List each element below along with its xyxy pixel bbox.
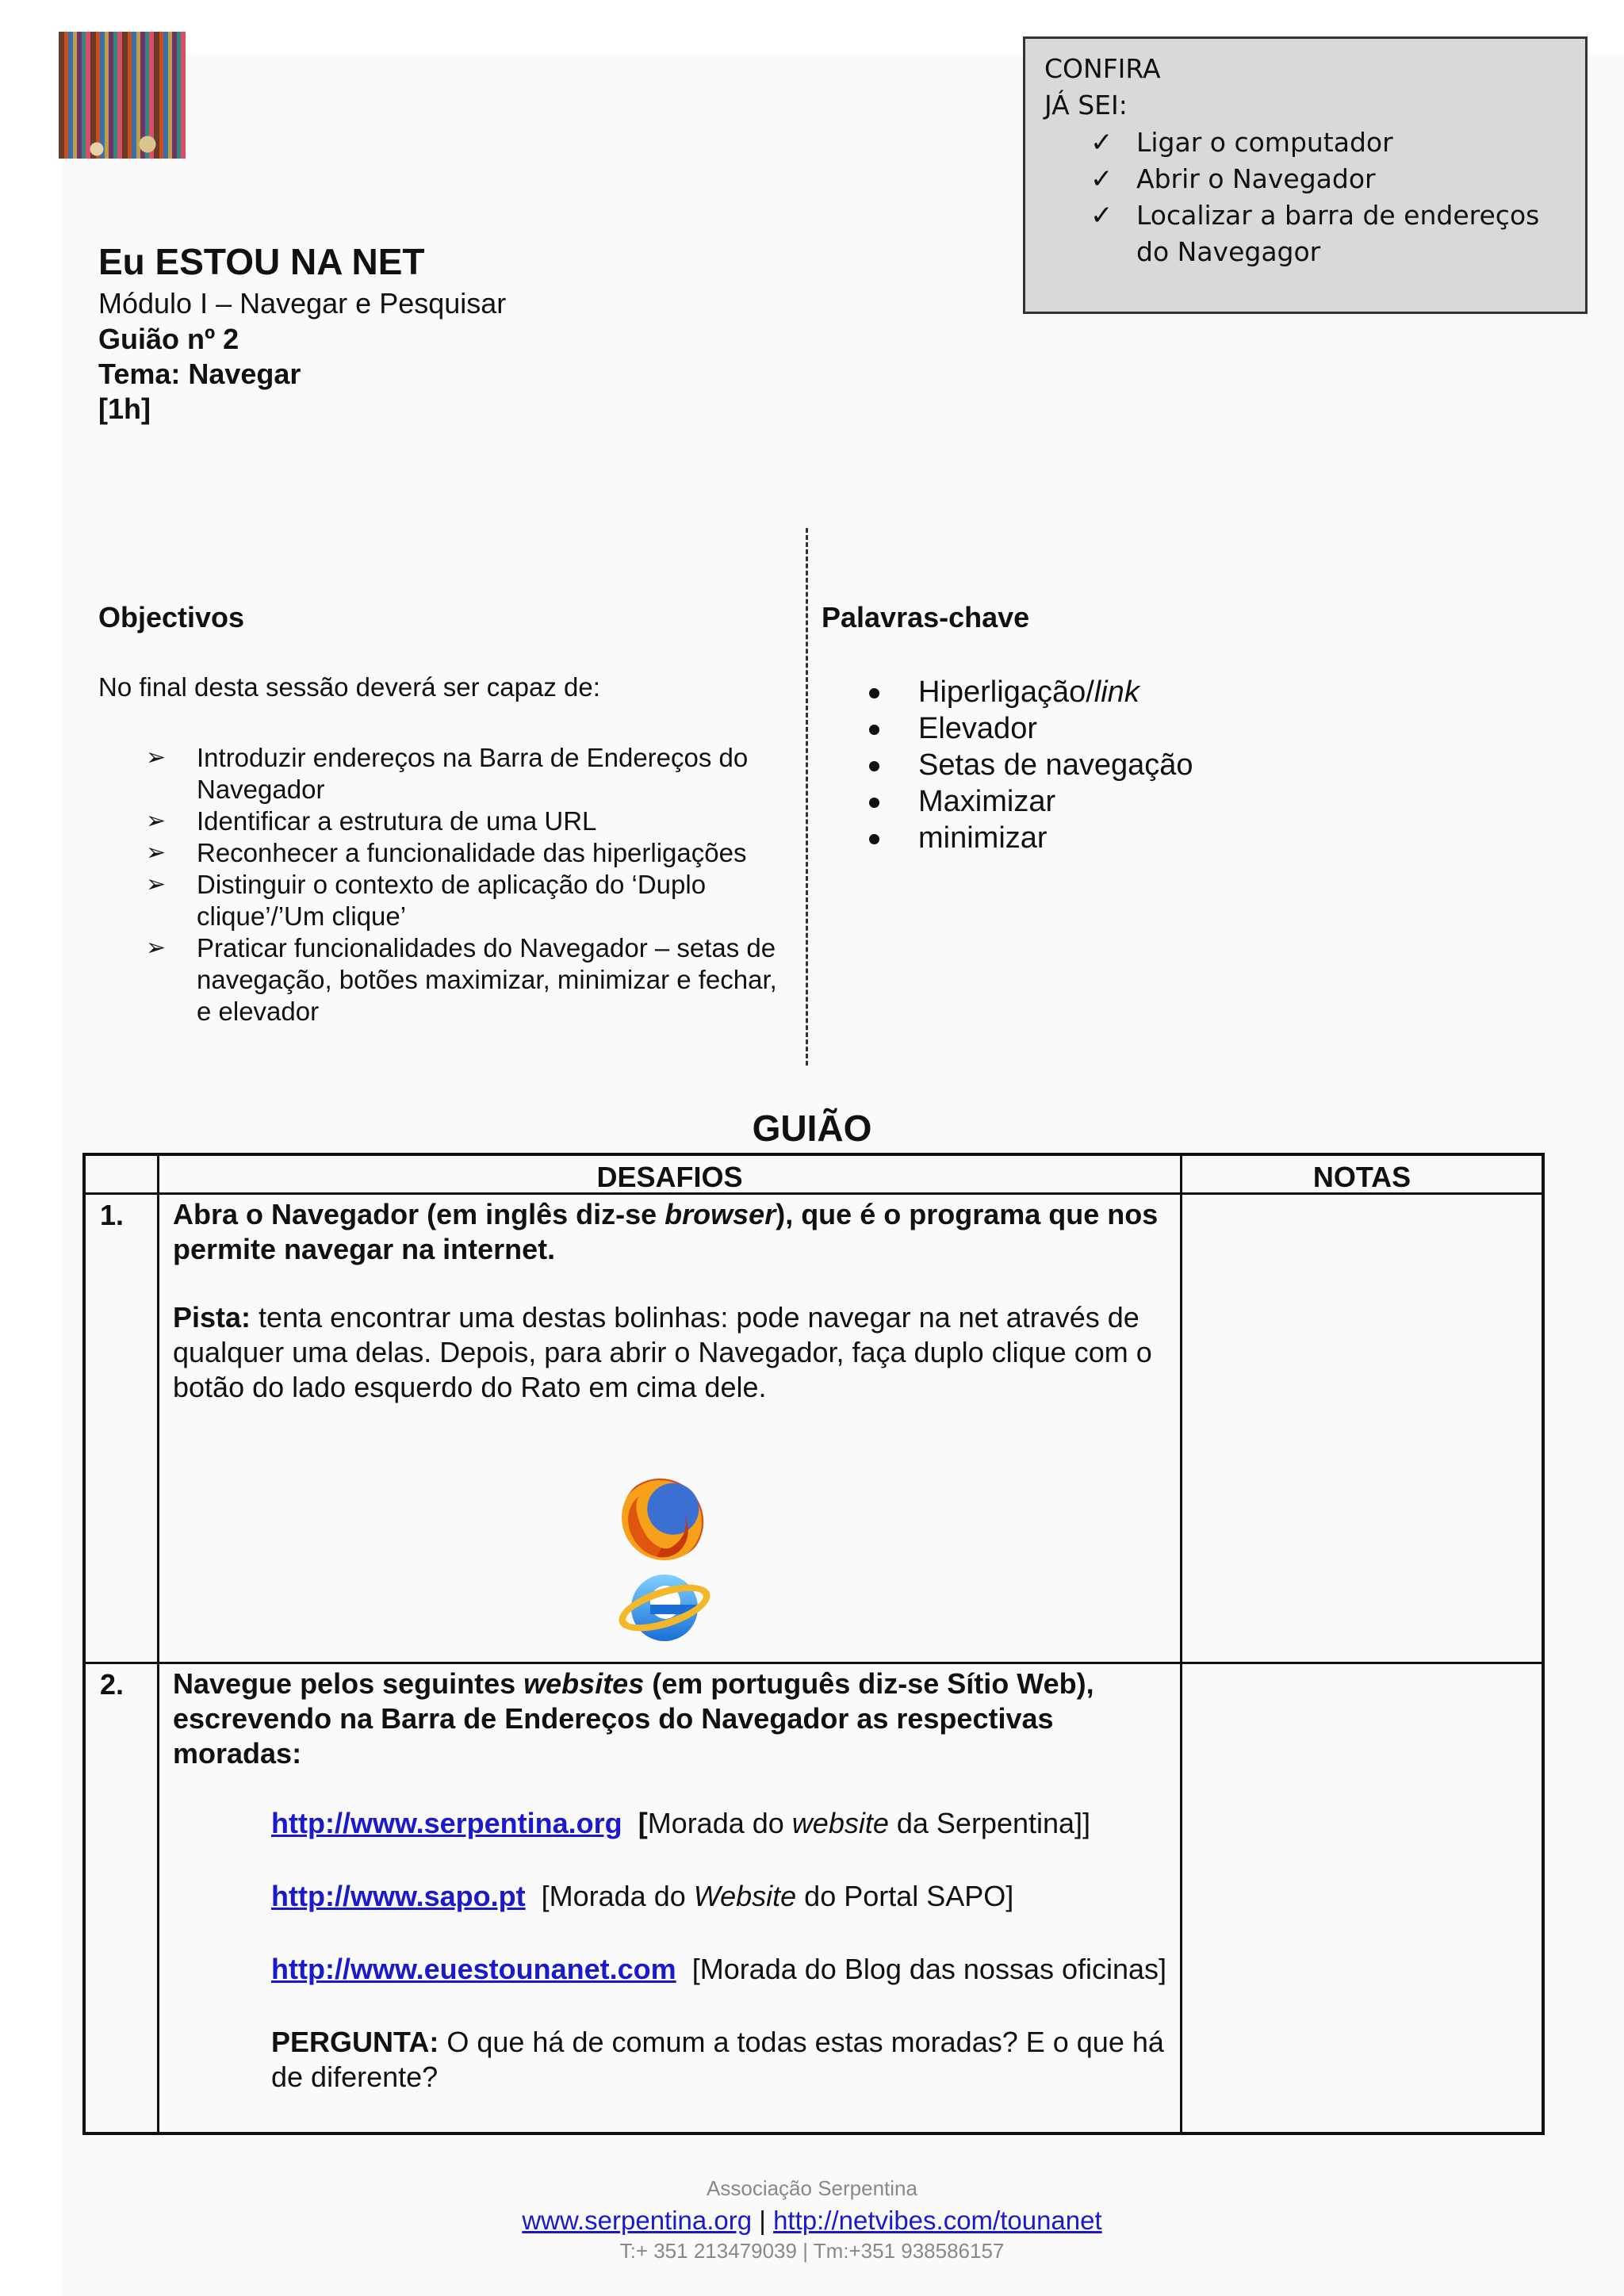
guiao-table bbox=[82, 1153, 1545, 2135]
objective-text: Identificar a estrutura de uma URL bbox=[197, 806, 597, 836]
footer-separator: | bbox=[752, 2206, 774, 2235]
logo-detail bbox=[59, 135, 186, 159]
footer-org: Associação Serpentina bbox=[707, 2176, 917, 2200]
address-note: do Portal SAPO] bbox=[796, 1880, 1014, 1912]
table-col-line bbox=[1180, 1156, 1182, 2132]
arrow-bullet-icon: ➢ bbox=[146, 935, 167, 961]
bullet-icon bbox=[869, 798, 879, 808]
guiao-title: GUIÃO bbox=[752, 1108, 872, 1149]
column-divider bbox=[806, 528, 808, 1066]
objective-text: Reconhecer a funcionalidade das hiperligações bbox=[197, 838, 747, 867]
keywords-list bbox=[869, 674, 1193, 856]
footer-link-serpentina[interactable]: www.serpentina.org bbox=[522, 2206, 753, 2235]
address-line bbox=[173, 1879, 1172, 1914]
column-header-notas: NOTAS bbox=[1312, 1161, 1411, 1193]
bullet-icon bbox=[869, 688, 879, 698]
challenge-1-question bbox=[173, 1197, 1172, 1267]
address-note: [ bbox=[638, 1807, 648, 1839]
address-note: da Serpentina]] bbox=[888, 1807, 1091, 1839]
firefox-icon bbox=[622, 1475, 707, 1560]
duration-label: [1h] bbox=[98, 392, 151, 425]
keyword-text: Setas de navegação bbox=[918, 748, 1193, 782]
arrow-bullet-icon: ➢ bbox=[146, 744, 167, 771]
footer-contacts: T:+ 351 213479039 | Tm:+351 938586157 bbox=[619, 2239, 1005, 2263]
challenge-2-question bbox=[173, 1667, 1172, 1771]
serpentina-link[interactable]: http://www.serpentina.org bbox=[271, 1807, 622, 1839]
confira-item bbox=[1090, 197, 1566, 270]
objectives-list bbox=[146, 742, 780, 1027]
question-text: Navegue pelos seguintes bbox=[173, 1667, 524, 1700]
checkmark-icon: ✓ bbox=[1090, 200, 1113, 232]
challenge-2 bbox=[173, 1667, 1172, 2095]
address-note: [Morada do Blog das nossas oficinas] bbox=[691, 1953, 1167, 1985]
question-text: Abra o Navegador (em inglês diz-se bbox=[173, 1198, 665, 1230]
theme-label: Tema: Navegar bbox=[98, 358, 301, 390]
arrow-bullet-icon: ➢ bbox=[146, 871, 167, 897]
objectives-title: Objectivos bbox=[98, 601, 245, 633]
column-header-desafios: DESAFIOS bbox=[596, 1161, 743, 1193]
footer-link-netvibes[interactable]: http://netvibes.com/tounanet bbox=[773, 2206, 1102, 2235]
row-number: 2. bbox=[100, 1668, 124, 1701]
ja-sei-label: JÁ SEI: bbox=[1044, 90, 1128, 121]
confira-item-text: Ligar o computador bbox=[1136, 127, 1393, 158]
keyword-item bbox=[869, 820, 1193, 856]
arrow-bullet-icon: ➢ bbox=[146, 808, 167, 834]
document-header bbox=[98, 238, 506, 427]
challenge-1 bbox=[173, 1197, 1172, 1405]
address-line bbox=[173, 1952, 1172, 1987]
footer-links bbox=[0, 2206, 1624, 2236]
address-note: [Morada do bbox=[541, 1880, 694, 1912]
confira-label: CONFIRA bbox=[1044, 53, 1161, 84]
euestounanet-link[interactable]: http://www.euestounanet.com bbox=[271, 1953, 676, 1985]
objective-item bbox=[146, 869, 780, 932]
keyword-text: Hiperligação/ bbox=[918, 675, 1094, 709]
objectives-intro: No final desta sessão deverá ser capaz de: bbox=[98, 672, 600, 702]
confira-item-text: Localizar a barra de endereços do Navegagor bbox=[1136, 200, 1540, 267]
objective-item bbox=[146, 806, 780, 837]
bullet-icon bbox=[869, 761, 879, 771]
question-italic: browser bbox=[665, 1198, 776, 1230]
keyword-item bbox=[869, 674, 1193, 710]
table-col-line bbox=[157, 1156, 159, 2132]
keyword-text: minimizar bbox=[918, 821, 1048, 855]
keyword-item bbox=[869, 783, 1193, 820]
arrow-bullet-icon: ➢ bbox=[146, 840, 167, 866]
keyword-text-italic: link bbox=[1094, 675, 1139, 709]
confira-box bbox=[1023, 36, 1588, 314]
confira-item bbox=[1090, 124, 1566, 161]
row-number: 1. bbox=[100, 1199, 124, 1231]
confira-item bbox=[1090, 161, 1566, 197]
hint-label: Pista: bbox=[173, 1301, 251, 1334]
bullet-icon bbox=[869, 834, 879, 844]
challenge-1-hint bbox=[173, 1300, 1172, 1405]
keywords-title: Palavras-chave bbox=[822, 601, 1030, 633]
bullet-icon bbox=[869, 725, 879, 735]
objective-text: Distinguir o contexto de aplicação do ‘Duplo clique’/’Um clique’ bbox=[197, 870, 707, 931]
table-row-line bbox=[86, 1662, 1542, 1664]
confira-item-text: Abrir o Navegador bbox=[1136, 163, 1376, 194]
question-line bbox=[173, 2025, 1172, 2095]
guide-number: Guião nº 2 bbox=[98, 323, 239, 355]
checkmark-icon: ✓ bbox=[1090, 163, 1113, 195]
internet-explorer-icon bbox=[617, 1570, 712, 1665]
address-note-italic: website bbox=[791, 1807, 889, 1839]
question-label: PERGUNTA: bbox=[271, 2026, 439, 2058]
keyword-item bbox=[869, 747, 1193, 783]
hint-text: tenta encontrar uma destas bolinhas: pode navegar na net através de qualquer uma delas. Depois, para abrir o Navegador, faça duplo clique com o botão do lado esquerdo do Rato em cima dele. bbox=[173, 1301, 1152, 1403]
page-footer bbox=[0, 2176, 1624, 2263]
question-text: (em português diz-se Sítio Web), escrevendo na Barra de Endereços do Navegador as respectivas moradas: bbox=[173, 1667, 1094, 1770]
checkmark-icon: ✓ bbox=[1090, 127, 1113, 159]
module-label: Módulo I – Navegar e Pesquisar bbox=[98, 287, 507, 320]
address-line bbox=[173, 1806, 1172, 1841]
document-title: Eu ESTOU NA NET bbox=[98, 241, 425, 282]
confira-list bbox=[1090, 124, 1566, 270]
sapo-link[interactable]: http://www.sapo.pt bbox=[271, 1880, 526, 1912]
question-text: ), que é o programa que nos permite navegar na internet. bbox=[173, 1198, 1159, 1265]
keyword-item bbox=[869, 710, 1193, 747]
objective-item bbox=[146, 837, 780, 869]
address-note-italic: Website bbox=[693, 1880, 797, 1912]
objective-item bbox=[146, 932, 780, 1027]
keyword-text: Maximizar bbox=[918, 785, 1056, 818]
question-text: O que há de comum a todas estas moradas? E o que há de diferente? bbox=[271, 2026, 1164, 2093]
address-note: Morada do bbox=[647, 1807, 792, 1839]
objective-item bbox=[146, 742, 780, 806]
keyword-text: Elevador bbox=[918, 712, 1037, 745]
objective-text: Introduzir endereços na Barra de Endereços do Navegador bbox=[197, 743, 749, 804]
objective-text: Praticar funcionalidades do Navegador – setas de navegação, botões maximizar, minimizar e fechar, e elevador bbox=[197, 933, 777, 1026]
question-italic: websites bbox=[523, 1667, 645, 1700]
serpentina-logo bbox=[59, 32, 186, 159]
